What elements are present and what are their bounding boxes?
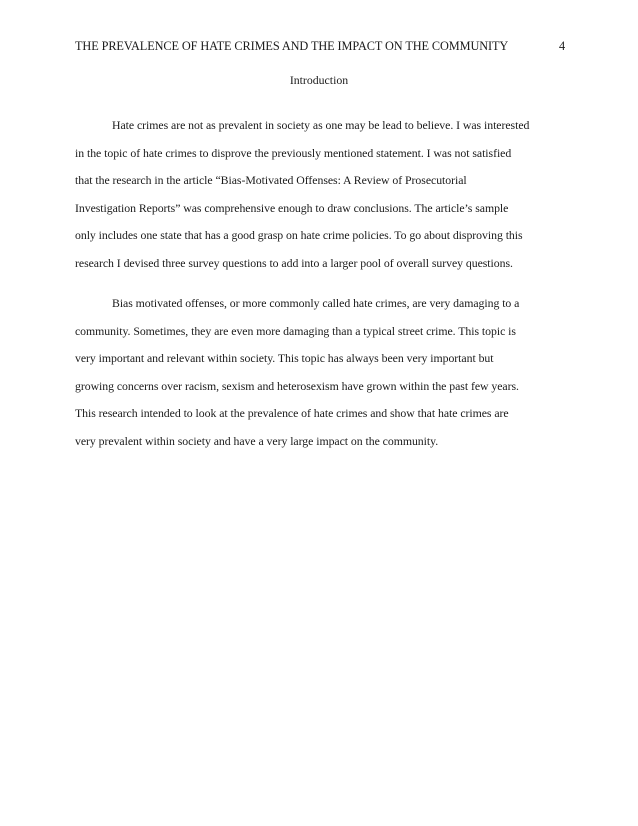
running-head-title: THE PREVALENCE OF HATE CRIMES AND THE IMPACT ON THE COMMUNITY bbox=[75, 39, 509, 53]
paragraph-line: Hate crimes are not as prevalent in society as one may be lead to believe. I was interested bbox=[112, 118, 530, 132]
paragraph-line: only includes one state that has a good grasp on hate crime policies. To go about disproving this bbox=[75, 228, 523, 242]
paragraph-line: growing concerns over racism, sexism and heterosexism have grown within the past few years. bbox=[75, 378, 519, 393]
paragraph-line: very important and relevant within society. This topic has always been very important but bbox=[75, 351, 494, 365]
paragraph-line: research I devised three survey questions to add into a larger pool of overall survey questions. bbox=[75, 255, 513, 270]
section-heading: Introduction bbox=[289, 73, 349, 87]
paragraph-line: Investigation Reports” was comprehensive enough to draw conclusions. The article’s sample bbox=[75, 200, 509, 215]
running-header bbox=[75, 37, 565, 55]
paragraph-line: in the topic of hate crimes to disprove the previously mentioned statement. I was not satisfied bbox=[75, 145, 512, 160]
page-number: 4 bbox=[558, 39, 565, 53]
body-paragraph bbox=[75, 295, 567, 460]
paragraph-line: This research intended to look at the prevalence of hate crimes and show that hate crimes are bbox=[75, 406, 509, 420]
paragraph-line: community. Sometimes, they are even more damaging than a typical street crime. This topic is bbox=[75, 323, 516, 338]
paragraph-line: very prevalent within society and have a very large impact on the community. bbox=[75, 433, 439, 448]
paragraph-line: Bias motivated offenses, or more commonly called hate crimes, are very damaging to a bbox=[112, 296, 520, 310]
paragraph-line: that the research in the article “Bias-Motivated Offenses: A Review of Prosecutorial bbox=[75, 173, 467, 187]
body-paragraph bbox=[75, 117, 567, 282]
